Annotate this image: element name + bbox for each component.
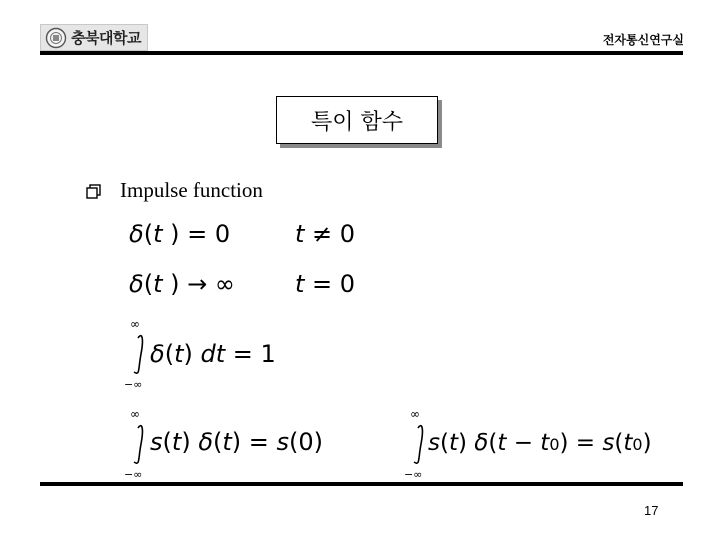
integral-lower-limit: −∞ <box>124 468 143 481</box>
footer-rule <box>40 482 683 486</box>
university-logo <box>40 24 148 51</box>
slide-title: 특이 함수 <box>276 96 438 144</box>
equation-delta-infinity <box>125 264 385 304</box>
equation-1-right: t ≠ 0 <box>295 220 356 248</box>
equation-delta-integral <box>118 316 318 392</box>
equation-3-body: δ(t) dt = 1 <box>150 340 276 368</box>
integral-upper-limit: ∞ <box>130 407 140 421</box>
bullet-text: Impulse function <box>120 178 263 202</box>
university-name: 충북대학교 <box>71 29 141 47</box>
integral-sign-icon <box>414 426 422 463</box>
integral-lower-limit: −∞ <box>404 468 423 481</box>
equation-4-body: s(t) δ(t) = s(0) <box>150 428 324 456</box>
integral-sign-icon <box>134 336 142 373</box>
equation-5-body: s(t) δ(t − t0) = s(t0) <box>428 430 652 456</box>
equation-sifting-at-zero <box>118 406 368 484</box>
page-number: 17 <box>644 503 659 518</box>
equation-1-left: δ(t ) = 0 <box>129 220 231 248</box>
integral-upper-limit: ∞ <box>130 317 140 331</box>
equation-2-left: δ(t ) → ∞ <box>129 270 235 298</box>
university-seal-icon <box>45 27 67 49</box>
integral-sign-icon <box>134 426 142 463</box>
lab-name: 전자통신연구실 <box>602 33 684 47</box>
equation-sifting-shifted <box>398 406 688 484</box>
equation-2-right: t = 0 <box>295 270 356 298</box>
header-rule <box>40 51 683 55</box>
integral-lower-limit: −∞ <box>124 378 143 391</box>
equation-delta-zero <box>125 214 385 254</box>
bullet-box-icon <box>86 184 102 200</box>
integral-upper-limit: ∞ <box>410 407 420 421</box>
